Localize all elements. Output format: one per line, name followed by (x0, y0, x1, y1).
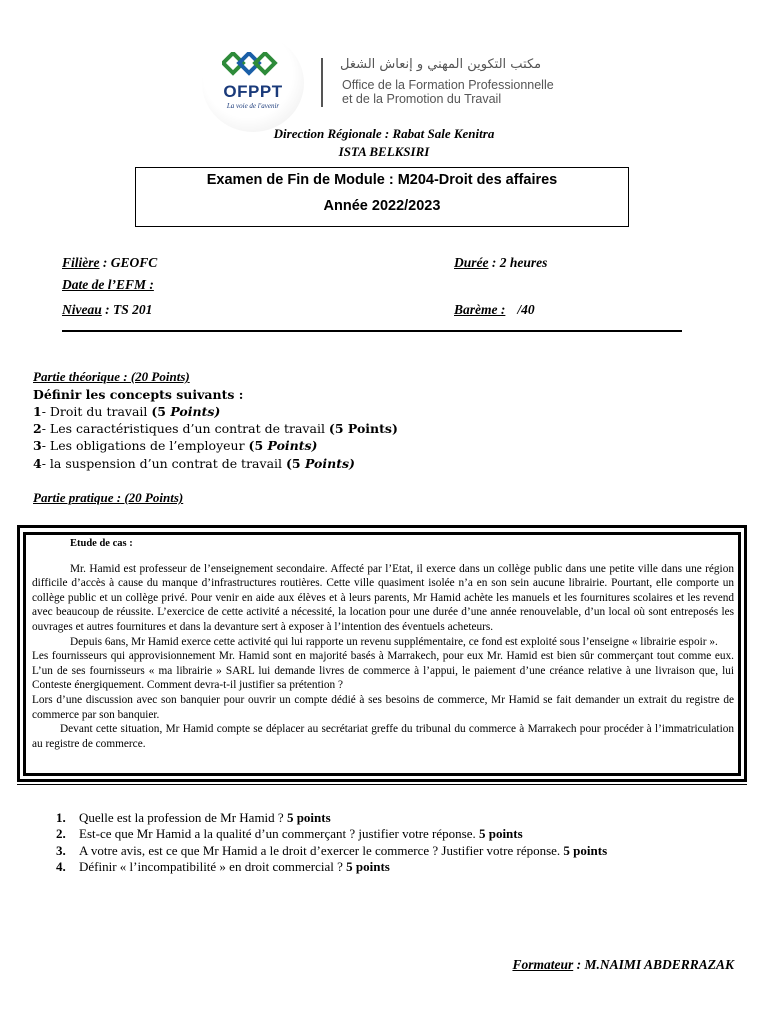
office-line-2: et de la Promotion du Travail (342, 92, 502, 106)
theory-item-1: 1- Droit du travail (5 Points) (33, 404, 221, 419)
theory-heading: Partie théorique : (20 Points) (33, 369, 190, 384)
filiere-field (62, 255, 157, 271)
office-line-1: Office de la Formation Professionnelle (342, 78, 554, 92)
direction-line: Direction Régionale : Rabat Sale Kenitra (273, 126, 495, 141)
theory-item-4: 4- la suspension d’un contrat de travail (5 Points) (33, 456, 355, 471)
case-paragraph-2: Depuis 6ans, Mr Hamid exerce cette activité qui lui rapporte un revenu supplémentaire, ce fond est exploité sous l’enseigne « librairie espoir ». (70, 635, 718, 648)
duree-field (454, 255, 547, 271)
filiere-label: Filière (62, 255, 100, 270)
header-divider (321, 58, 323, 107)
logo-emblem-icon (222, 52, 284, 78)
horizontal-rule (62, 330, 682, 332)
duree-value: : 2 heures (488, 255, 548, 270)
date-field: Date de l’EFM : (62, 277, 154, 292)
office-name (342, 78, 554, 106)
case-paragraph-5: Devant cette situation, Mr Hamid compte se déplacer au secrétariat greffe du tribunal du commerce à Marrakech pour procéder à l’immatriculation au registre de commerce. (32, 723, 734, 750)
logo-tagline: La voie de l'avenir (226, 102, 280, 110)
filiere-value: : GEOFC (99, 255, 158, 270)
question-3: 3. A votre avis, est ce que Mr Hamid a le droit d’exercer le commerce ? Justifier votre réponse. 5 points (56, 843, 608, 858)
arabic-name: مكتب التكوين المهني و إنعاش الشغل (340, 57, 542, 72)
theory-instruction: Définir les concepts suivants : (33, 387, 244, 402)
exam-title: Examen de Fin de Module : M204-Droit des affaires (206, 172, 558, 188)
bareme-label: Barème : (454, 302, 506, 317)
institute-line: ISTA BELKSIRI (338, 144, 430, 159)
exam-title-box (135, 167, 629, 227)
case-study-text (32, 537, 734, 751)
bareme-value: /40 (517, 302, 535, 317)
case-paragraph-4: Lors d’une discussion avec son banquier pour ouvrir un compte dédié à ses besoins de commerce, Mr Hamid se fait demander un extrait du registre de commerce par son banquier. (32, 693, 734, 721)
formateur-label: Formateur (512, 957, 574, 972)
niveau-field (62, 302, 152, 318)
case-bottom-rule (17, 784, 747, 785)
case-title: Etude de cas : (70, 538, 133, 549)
logo-text: OFPPT (223, 82, 283, 101)
question-4: 4. Définir « l’incompatibilité » en droit commercial ? 5 points (56, 859, 390, 874)
duree-label: Durée (454, 255, 489, 270)
theory-item-3: 3- Les obligations de l’employeur (5 Points) (33, 438, 318, 453)
question-1: 1. Quelle est la profession de Mr Hamid ? 5 points (56, 810, 331, 825)
question-2: 2. Est-ce que Mr Hamid a la qualité d’un commerçant ? justifier votre réponse. 5 points (56, 826, 523, 841)
theory-item-2: 2- Les caractéristiques d’un contrat de travail (5 Points) (33, 421, 398, 436)
practice-heading: Partie pratique : (20 Points) (33, 490, 184, 505)
ofppt-logo (202, 34, 304, 132)
niveau-value: : TS 201 (101, 302, 153, 317)
formateur-value: : M.NAIMI ABDERRAZAK (573, 957, 734, 972)
niveau-label: Niveau (62, 302, 102, 317)
bareme-field (454, 302, 535, 318)
formateur-signature (512, 957, 734, 973)
case-paragraph-1: Mr. Hamid est professeur de l’enseignement secondaire. Affecté par l’Etat, il exerce dans un collège public dans une petite ville dans une région difficile d’accès à cause du manque d’infrastructures routières. Cette ville quasiment isolée n’a en son sein aucune librairie. Pourtant, elle comporte un collège public et un collège privé. Pour venir en aide aux élèves et à leurs parents, Mr Hamid achète les manuels et les fournitures scolaires et les revend avec beaucoup de réussite. L’exercice de cette activité a nécessité, la location pour une durée d’une année renouvelable, d’un local où sont entreposés les ouvrages et autres fournitures et dans la devanture sert à exposer à l’intention des éventuels acheteurs. (32, 562, 734, 633)
exam-year: Année 2022/2023 (323, 198, 441, 214)
case-paragraph-3: Les fournisseurs qui approvisionnement Mr. Hamid sont en majorité basés à Marrakech, pour eux Mr. Hamid est bien sûr commerçant tout comme eux. L’un de ses fournisseurs « ma librairie » SARL lui demande livres de commerce à l’appui, le paiement d’une créance relative à une livraison que, lui Conteste énergiquement. Comment devra-t-il justifier sa prétention ? (32, 650, 734, 692)
